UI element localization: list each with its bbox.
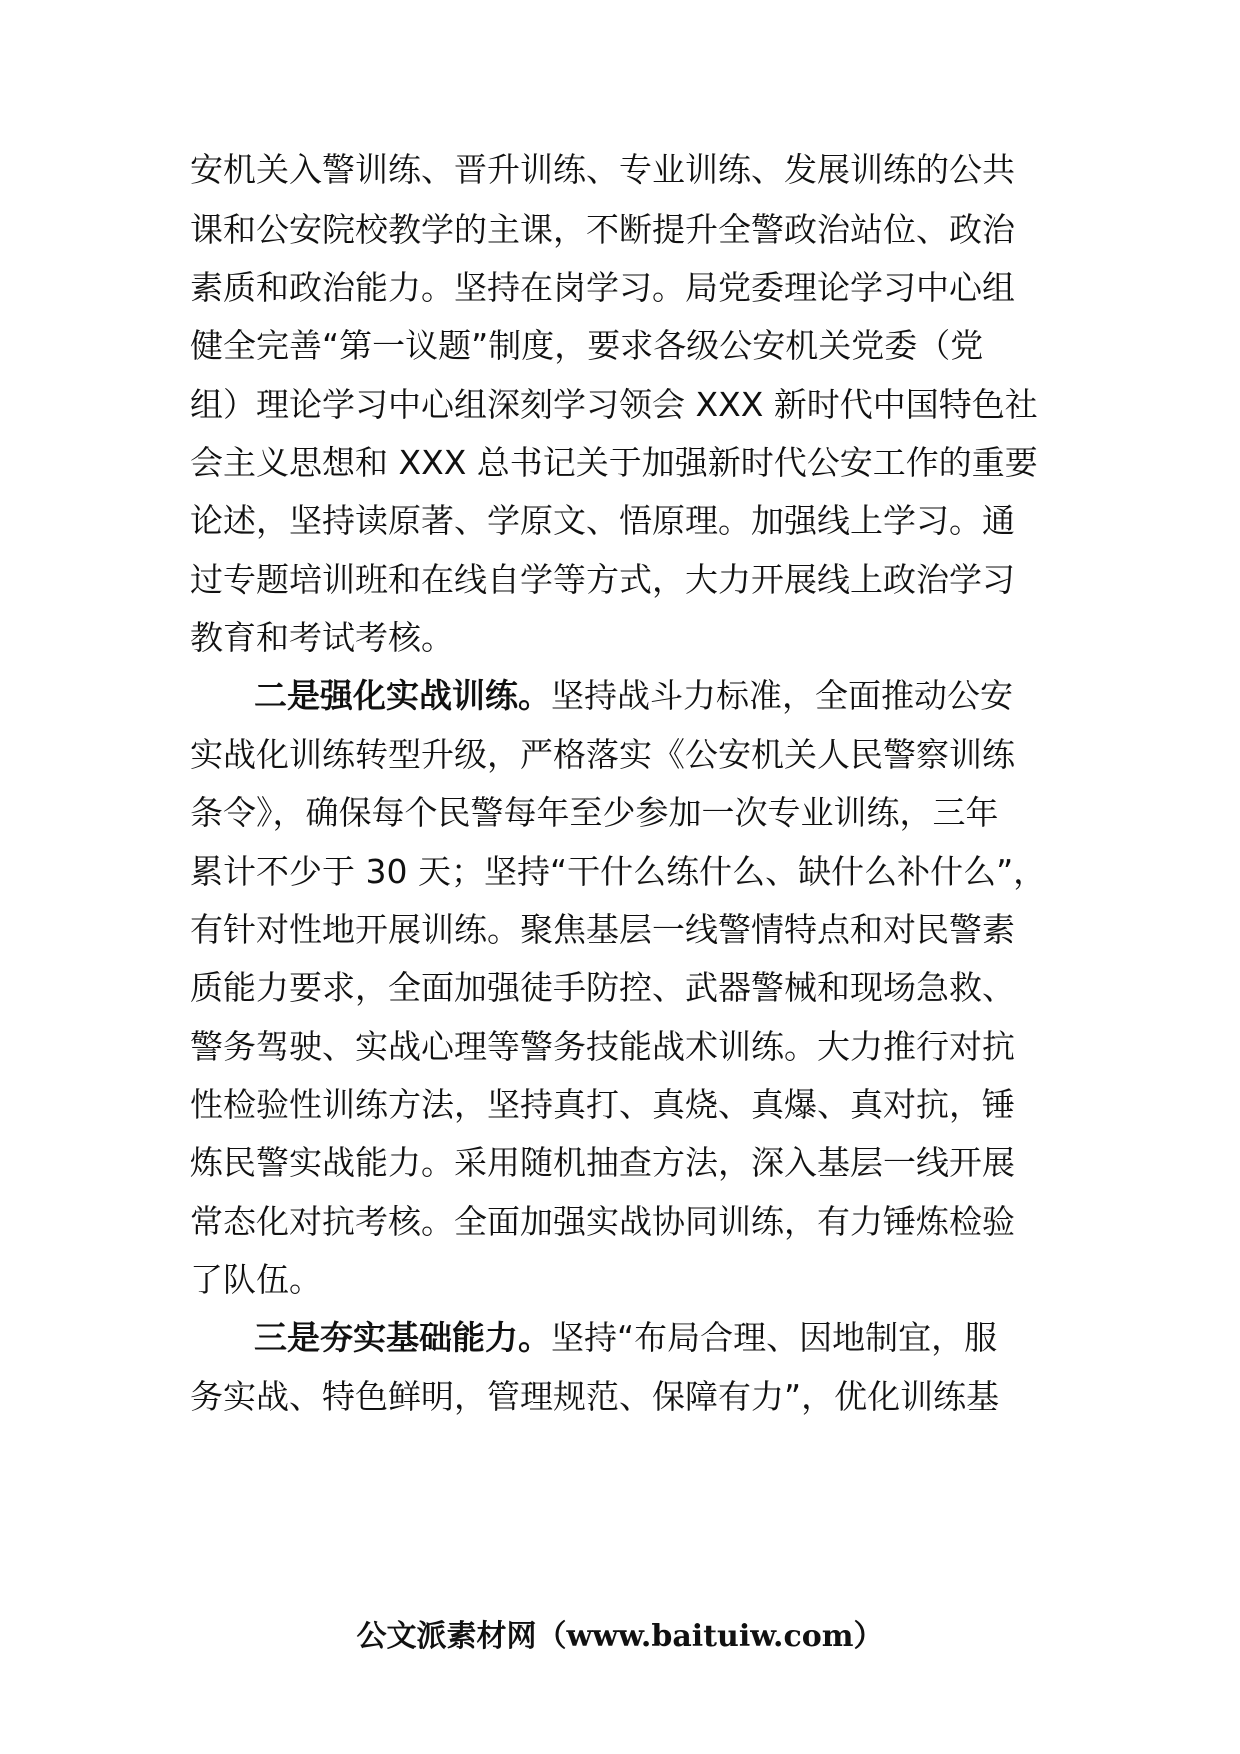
paragraph-first-line — [254, 676, 1013, 716]
text-line: 教育和考试考核。 — [190, 618, 454, 657]
text-line: 健全完善“第一议题”制度，要求各级公安机关党委（党 — [190, 326, 984, 365]
text-line: 课和公安院校教学的主课，不断提升全警政治站位、政治 — [190, 210, 1015, 249]
text-line: 安机关入警训练、晋升训练、专业训练、发展训练的公共 — [190, 150, 1015, 189]
text-span: 坚持战斗力标准，全面推动公安 — [551, 676, 1013, 715]
paragraph-heading: 二是强化实战训练。 — [254, 676, 551, 715]
paragraph-heading: 三是夯实基础能力。 — [254, 1318, 551, 1357]
text-line: 了队伍。 — [190, 1260, 322, 1299]
text-line: 有针对性地开展训练。聚焦基层一线警情特点和对民警素 — [190, 910, 1015, 949]
text-line: 常态化对抗考核。全面加强实战协同训练，有力锤炼检验 — [190, 1202, 1015, 1241]
text-line: 警务驾驶、实战心理等警务技能战术训练。大力推行对抗 — [190, 1027, 1015, 1066]
text-line: 质能力要求，全面加强徒手防控、武器警械和现场急救、 — [190, 968, 1015, 1007]
text-line: 实战化训练转型升级，严格落实《公安机关人民警察训练 — [190, 735, 1015, 774]
text-line: 会主义思想和 XXX 总书记关于加强新时代公安工作的重要 — [190, 443, 1038, 482]
text-line: 组）理论学习中心组深刻学习领会 XXX 新时代中国特色社 — [190, 385, 1038, 424]
text-span: 坚持“布局合理、因地制宜，服 — [551, 1318, 998, 1357]
text-line: 过专题培训班和在线自学等方式，大力开展线上政治学习 — [190, 560, 1015, 599]
text-line: 条令》，确保每个民警每年至少参加一次专业训练，三年 — [190, 793, 999, 832]
text-line: 累计不少于 30 天；坚持“干什么练什么、缺什么补什么”， — [190, 852, 1047, 891]
text-line: 性检验性训练方法，坚持真打、真烧、真爆、真对抗，锤 — [190, 1085, 1015, 1124]
footer-source: 公文派素材网（www.baituiw.com） — [356, 1619, 884, 1654]
paragraph-first-line — [254, 1318, 997, 1358]
text-line: 论述，坚持读原著、学原文、悟原理。加强线上学习。通 — [190, 501, 1015, 540]
text-line: 务实战、特色鲜明，管理规范、保障有力”，优化训练基 — [190, 1377, 1000, 1416]
text-line: 素质和政治能力。坚持在岗学习。局党委理论学习中心组 — [190, 268, 1015, 307]
text-line: 炼民警实战能力。采用随机抽查方法，深入基层一线开展 — [190, 1143, 1015, 1182]
